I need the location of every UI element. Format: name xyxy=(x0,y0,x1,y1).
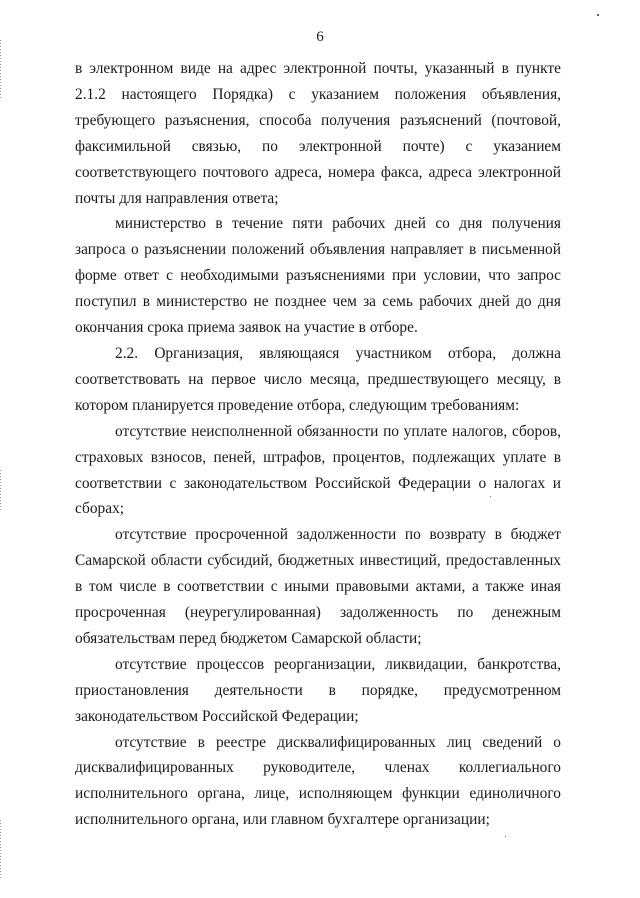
scan-speck xyxy=(505,836,506,837)
scan-edge-mark xyxy=(0,470,1,510)
scan-speck xyxy=(597,14,599,16)
paragraph-requirement-disqualified-persons: отсутствие в реестре дисквалифицированных лиц сведений о дисквалифицированных руководителе, членах коллегиального исполнительного органа, лице, исполняющем функции единоличного исполнительного органа, или главном бухгалтере организации; xyxy=(75,733,561,829)
scan-edge-mark xyxy=(0,820,1,880)
paragraph-requirement-budget-debt: отсутствие просроченной задолженности по возврату в бюджет Самарской области субсидий, бюджетных инвестиций, предоставленных в том числе в соответствии с иными правовыми актами, а также иная просроченная (неурегулированная) задолженность по денежным обязательствам перед бюджетом Самарской области; xyxy=(75,526,561,647)
scan-speck xyxy=(490,496,491,497)
paragraph-section-2-2: 2.2. Организация, являющаяся участником отбора, должна соответствовать на первое число месяца, предшествующего месяцу, в котором планируется проведение отбора, следующим требованиям: xyxy=(75,344,561,414)
scan-edge-mark xyxy=(0,40,1,100)
page-number: 6 xyxy=(316,29,324,45)
document-body xyxy=(75,56,561,833)
paragraph-email-request-continuation: в электронном виде на адрес электронной почты, указанный в пункте 2.1.2 настоящего Порядка) с указанием положения объявления, требующего разъяснения, способа получения разъяснений (почтовой, факсимильной связью, по электронной почте) с указанием соответствующего почтового адреса, номера факса, адреса электронной почты для направления ответа; xyxy=(75,60,561,207)
paragraph-ministry-response: министерство в течение пяти рабочих дней со дня получения запроса о разъяснении положений объявления направляет в письменной форме ответ с необходимыми разъяснениями при условии, что запрос поступил в министерство не позднее чем за семь рабочих дней до дня окончания срока приема заявок на участие в отборе. xyxy=(75,215,561,337)
paragraph-requirement-taxes: отсутствие неисполненной обязанности по уплате налогов, сборов, страховых взносов, пеней, штрафов, процентов, подлежащих уплате в соответствии с законодательством Российской Федерации о налогах и сборах; xyxy=(75,422,561,518)
paragraph-requirement-reorganization: отсутствие процессов реорганизации, ликвидации, банкротства, приостановления деятельности в порядке, предусмотренном законодательством Российской Федерации; xyxy=(75,655,561,725)
